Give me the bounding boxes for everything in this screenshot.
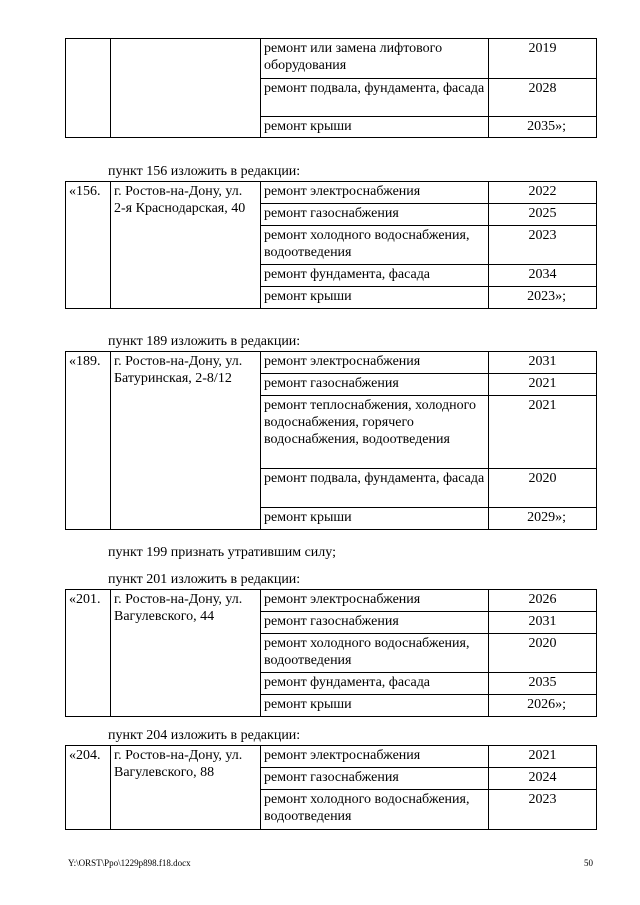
item-address: г. Ростов-на-Дону, ул. 2-я Краснодарская, 40 (111, 182, 261, 309)
work-cell: ремонт теплоснабжения, холодного водоснабжения, горячего водоснабжения, водоотведения (261, 396, 489, 469)
table-item-201 (65, 589, 597, 717)
year-cell: 2026»; (489, 695, 597, 717)
item-address: г. Ростов-на-Дону, ул. Вагулевского, 44 (111, 590, 261, 717)
year-cell: 2025 (489, 204, 597, 226)
work-cell: ремонт холодного водоснабжения, водоотведения (261, 634, 489, 673)
item-number: «156. (66, 182, 111, 309)
year-cell: 2029»; (489, 508, 597, 530)
work-cell: ремонт крыши (261, 508, 489, 530)
footer-page-number: 50 (584, 858, 593, 868)
year-cell: 2024 (489, 768, 597, 790)
year-cell: 2023»; (489, 287, 597, 309)
year-cell: 2021 (489, 374, 597, 396)
work-cell: ремонт газоснабжения (261, 374, 489, 396)
work-cell: ремонт холодного водоснабжения, водоотведения (261, 790, 489, 830)
work-cell: ремонт подвала, фундамента, фасада (261, 79, 489, 117)
year-cell: 2023 (489, 226, 597, 265)
year-cell: 2022 (489, 182, 597, 204)
year-cell: 2031 (489, 612, 597, 634)
year-cell: 2020 (489, 469, 597, 508)
year-cell: 2031 (489, 352, 597, 374)
work-cell: ремонт или замена лифтового оборудования (261, 39, 489, 79)
year-cell: 2023 (489, 790, 597, 830)
table-item-204 (65, 745, 597, 830)
work-cell: ремонт фундамента, фасада (261, 265, 489, 287)
work-cell: ремонт газоснабжения (261, 204, 489, 226)
work-cell: ремонт крыши (261, 695, 489, 717)
item-address: г. Ростов-на-Дону, ул. Батуринская, 2-8/12 (111, 352, 261, 530)
section-heading-156: пункт 156 изложить в редакции: (108, 164, 301, 179)
address-cell-empty (111, 39, 261, 138)
item-number: «201. (66, 590, 111, 717)
year-cell: 2028 (489, 79, 597, 117)
section-heading-204: пункт 204 изложить в редакции: (108, 728, 301, 743)
item-address: г. Ростов-на-Дону, ул. Вагулевского, 88 (111, 746, 261, 830)
year-cell: 2020 (489, 634, 597, 673)
year-cell: 2021 (489, 746, 597, 768)
work-cell: ремонт газоснабжения (261, 768, 489, 790)
work-cell: ремонт электроснабжения (261, 182, 489, 204)
item-number: «204. (66, 746, 111, 830)
work-cell: ремонт электроснабжения (261, 590, 489, 612)
year-cell: 2026 (489, 590, 597, 612)
work-cell: ремонт электроснабжения (261, 352, 489, 374)
work-cell: ремонт газоснабжения (261, 612, 489, 634)
section-heading-189: пункт 189 изложить в редакции: (108, 334, 301, 349)
item-number: «189. (66, 352, 111, 530)
year-cell: 2035 (489, 673, 597, 695)
number-cell-empty (66, 39, 111, 138)
section-heading-201: пункт 201 изложить в редакции: (108, 572, 301, 587)
year-cell: 2034 (489, 265, 597, 287)
footer-file-path: Y:\ORST\Ppo\1229p898.f18.docx (68, 858, 191, 868)
work-cell: ремонт крыши (261, 117, 489, 138)
year-cell: 2021 (489, 396, 597, 469)
work-cell: ремонт крыши (261, 287, 489, 309)
year-cell: 2035»; (489, 117, 597, 138)
work-cell: ремонт подвала, фундамента, фасада (261, 469, 489, 508)
year-cell: 2019 (489, 39, 597, 79)
table-fragment-top (65, 38, 597, 138)
table-item-156 (65, 181, 597, 309)
table-item-189 (65, 351, 597, 530)
work-cell: ремонт электроснабжения (261, 746, 489, 768)
work-cell: ремонт фундамента, фасада (261, 673, 489, 695)
note-item-199: пункт 199 признать утратившим силу; (108, 545, 336, 560)
work-cell: ремонт холодного водоснабжения, водоотведения (261, 226, 489, 265)
